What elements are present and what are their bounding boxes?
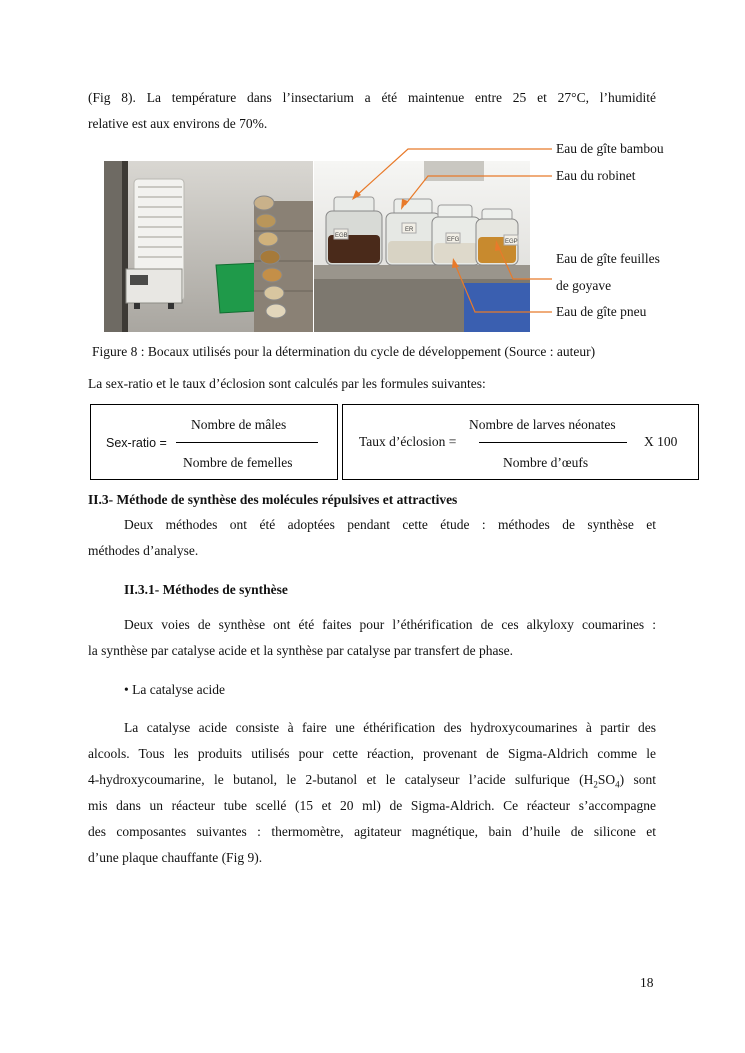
- label-goyave-line-2: de goyave: [556, 278, 612, 293]
- eclosion-fraction-bar: [479, 442, 627, 443]
- eclosion-multiplier: X 100: [644, 434, 678, 449]
- formula-sex-ratio-box: [90, 404, 338, 480]
- page-number: 18: [640, 975, 654, 990]
- label-bambou: Eau de gîte bambou: [556, 141, 664, 156]
- final-para-line-6: d’une plaque chauffante (Fig 9).: [88, 850, 263, 865]
- subscript-2: 2: [593, 779, 598, 790]
- eclosion-numerator: Nombre de larves néonates: [469, 417, 616, 432]
- formula-eclosion-box: [342, 404, 699, 480]
- final-para-line-2: alcools. Tous les produits utilisés pour cette réaction, provenant de Sigma-Aldrich comme le: [88, 746, 656, 761]
- final-para-line-4: mis dans un réacteur tube scellé (15 et 20 ml) de Sigma-Aldrich. Ce réacteur s’accompagne: [88, 798, 656, 813]
- figure-photo-left: [104, 161, 313, 332]
- label-goyave-line-1: Eau de gîte feuilles: [556, 251, 660, 266]
- bullet-text: La catalyse acide: [132, 682, 226, 697]
- final-para-line-5: des composantes suivantes : thermomètre, agitateur magnétique, bain d’huile de silicone et: [88, 824, 656, 839]
- sub-para-line-2: la synthèse par catalyse acide et la synthèse par catalyse par transfert de phase.: [88, 643, 514, 658]
- final-para-line-1: La catalyse acide consiste à faire une éthérification des hydroxycoumarines à partir des: [124, 720, 656, 735]
- subscript-4: 4: [615, 779, 620, 790]
- sex-ratio-numerator: Nombre de mâles: [191, 417, 287, 432]
- final-para-line-3-part-2: SO: [597, 772, 616, 787]
- jar-tag: EFG: [447, 237, 460, 243]
- sex-ratio-label: Sex-ratio =: [106, 436, 167, 450]
- section-heading: II.3- Méthode de synthèse des molécules répulsives et attractives: [88, 492, 458, 507]
- eclosion-denominator: Nombre d’œufs: [503, 455, 589, 470]
- section-para-line-1: Deux méthodes ont été adoptées pendant cette étude : méthodes de synthèse et: [124, 517, 656, 532]
- sex-ratio-fraction-bar: [176, 442, 318, 443]
- label-pneu: Eau de gîte pneu: [556, 304, 647, 319]
- final-para-line-3-part-3: ) sont: [619, 772, 657, 787]
- intro-line-1: (Fig 8). La température dans l’insectarium a été maintenue entre 25 et 27°C, l’humidité: [88, 90, 656, 105]
- intro-line-2: relative est aux environs de 70%.: [88, 116, 268, 131]
- figure-photo-right: [314, 161, 530, 332]
- final-para-line-3-part-1: 4-hydroxycoumarine, le butanol, le 2-butanol et le catalyseur l’acide sulfurique (H: [88, 772, 594, 787]
- bullet-symbol: •: [124, 682, 129, 697]
- bullet-item: [124, 682, 692, 698]
- eclosion-label: Taux d’éclosion =: [359, 434, 457, 449]
- formulas-intro: La sex-ratio et le taux d’éclosion sont calculés par les formules suivantes:: [88, 376, 486, 391]
- figure-caption: Figure 8 : Bocaux utilisés pour la détermination du cycle de développement (Source : auteur): [92, 344, 596, 359]
- final-para-line-3: [88, 772, 656, 790]
- jar-tag: EGB: [335, 233, 348, 239]
- sex-ratio-denominator: Nombre de femelles: [183, 455, 293, 470]
- label-robinet: Eau du robinet: [556, 168, 636, 183]
- jar-tag: ER: [405, 227, 414, 233]
- section-para-line-2: méthodes d’analyse.: [88, 543, 199, 558]
- subsection-heading: II.3.1- Méthodes de synthèse: [124, 582, 288, 597]
- jar-tag: EGP: [505, 239, 518, 245]
- sub-para-line-1: Deux voies de synthèse ont été faites pour l’éthérification de ces alkyloxy coumarines :: [124, 617, 656, 632]
